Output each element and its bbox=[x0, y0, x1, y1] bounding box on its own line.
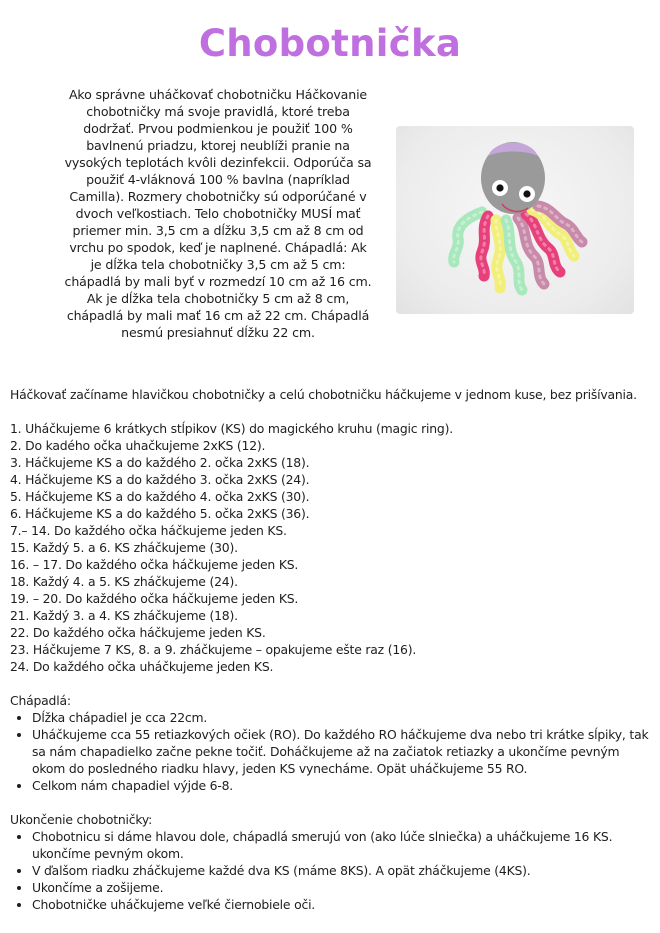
step-item: 15. Každý 5. a 6. KS zháčkujeme (30). bbox=[10, 540, 238, 555]
step-item: 21. Každý 3. a 4. KS zháčkujeme (18). bbox=[10, 608, 238, 623]
tentacles-list bbox=[10, 709, 650, 794]
finishing-item: • V ďalšom riadku zháčkujeme každé dva KS (máme 8KS). A opät zháčkujeme (4KS). bbox=[32, 862, 650, 879]
instructions bbox=[10, 386, 650, 913]
finishing-item: • Chobotnicu si dáme hlavou dole, chápadlá smerujú von (ako lúče slniečka) a uháčkujeme 16 KS. ukončíme pevným okom. bbox=[32, 828, 650, 862]
step-item: 4. Háčkujeme KS a do každého 3. očka 2xKS (24). bbox=[10, 472, 310, 487]
page-title: Chobotnička bbox=[198, 22, 462, 65]
tentacle-item: • Uháčkujeme cca 55 retiazkových očiek (RO). Do každého RO háčkujeme dva nebo tri krátke sĺpiky, tak sa nám chapadielko začne pekne točiť. Doháčkujeme až na začiatok retiazky a ukončíme pevným okom do posledného riadku hlavy, jeden KS vynecháme. Opät uháčkujeme 55 RO. bbox=[32, 726, 650, 777]
crocheted-octopus-image bbox=[396, 126, 634, 314]
tentacle-item: • Dĺžka chápadiel je cca 22cm. bbox=[32, 709, 650, 726]
step-item: 18. Každý 4. a 5. KS zháčkujeme (24). bbox=[10, 574, 238, 589]
step-item: 5. Háčkujeme KS a do každého 4. očka 2xKS (30). bbox=[10, 489, 310, 504]
step-item: 16. – 17. Do každého očka háčkujeme jeden KS. bbox=[10, 557, 299, 572]
steps-list bbox=[10, 420, 650, 675]
step-item: 6. Háčkujeme KS a do každého 5. očka 2xKS (36). bbox=[10, 506, 310, 521]
intro-paragraph: Ako správne uháčkovať chobotničku Háčkovanie chobotničky má svoje pravidlá, ktoré treba dodržať. Prvou podmienkou je použiť 100 % bavlnenú priadzu, ktorej neublíži pranie na vysokých teplotách kvôli dezinfekcii. Odporúča sa použiť 4-vláknová 100 % bavlna (napríklad Camilla). Rozmery chobotničky sú odporúčané v dvoch veľkostiach. Telo chobotničky MUSÍ mať priemer min. 3,5 cm a dĺžku 3,5 cm až 8 cm od vrchu po spodok, keď je naplnené. Chápadlá: Ak je dĺžka tela chobotničky 3,5 cm až 5 cm: chápadlá by mali byť v rozmedzí 10 cm až 16 cm. Ak je dĺžka tela chobotničky 5 cm až 8 cm, chápadlá by mali mať 16 cm až 22 cm. Chápadlá nesmú presiahnuť dĺžku 22 cm. bbox=[64, 87, 372, 340]
step-item: 23. Háčkujeme 7 KS, 8. a 9. zháčkujeme – opakujeme ešte raz (16). bbox=[10, 642, 417, 657]
step-item: 1. Uháčkujeme 6 krátkych stĺpikov (KS) do magického kruhu (magic ring). bbox=[10, 421, 453, 436]
lead-paragraph: Háčkovať začíname hlavičkou chobotničky a celú chobotničku háčkujeme v jednom kuse, bez prišívania. bbox=[10, 387, 637, 402]
octopus-photo bbox=[396, 126, 634, 314]
finishing-list bbox=[10, 828, 650, 913]
step-item: 24. Do každého očka uháčkujeme jeden KS. bbox=[10, 659, 274, 674]
step-item: 3. Háčkujeme KS a do každého 2. očka 2xKS (18). bbox=[10, 455, 310, 470]
step-item: 7.– 14. Do každého očka háčkujeme jeden KS. bbox=[10, 523, 287, 538]
finishing-item: • Chobotničke uháčkujeme veľké čiernobiele oči. bbox=[32, 896, 650, 913]
tentacles-heading: Chápadlá: bbox=[10, 693, 71, 708]
step-item: 2. Do kadého očka uhačkujeme 2xKS (12). bbox=[10, 438, 266, 453]
tentacle-item: • Celkom nám chapadiel výjde 6-8. bbox=[32, 777, 650, 794]
step-item: 22. Do každého očka háčkujeme jeden KS. bbox=[10, 625, 266, 640]
step-item: 19. – 20. Do každého očka háčkujeme jeden KS. bbox=[10, 591, 299, 606]
finishing-heading: Ukončenie chobotničky: bbox=[10, 812, 153, 827]
finishing-item: • Ukončíme a zošijeme. bbox=[32, 879, 650, 896]
